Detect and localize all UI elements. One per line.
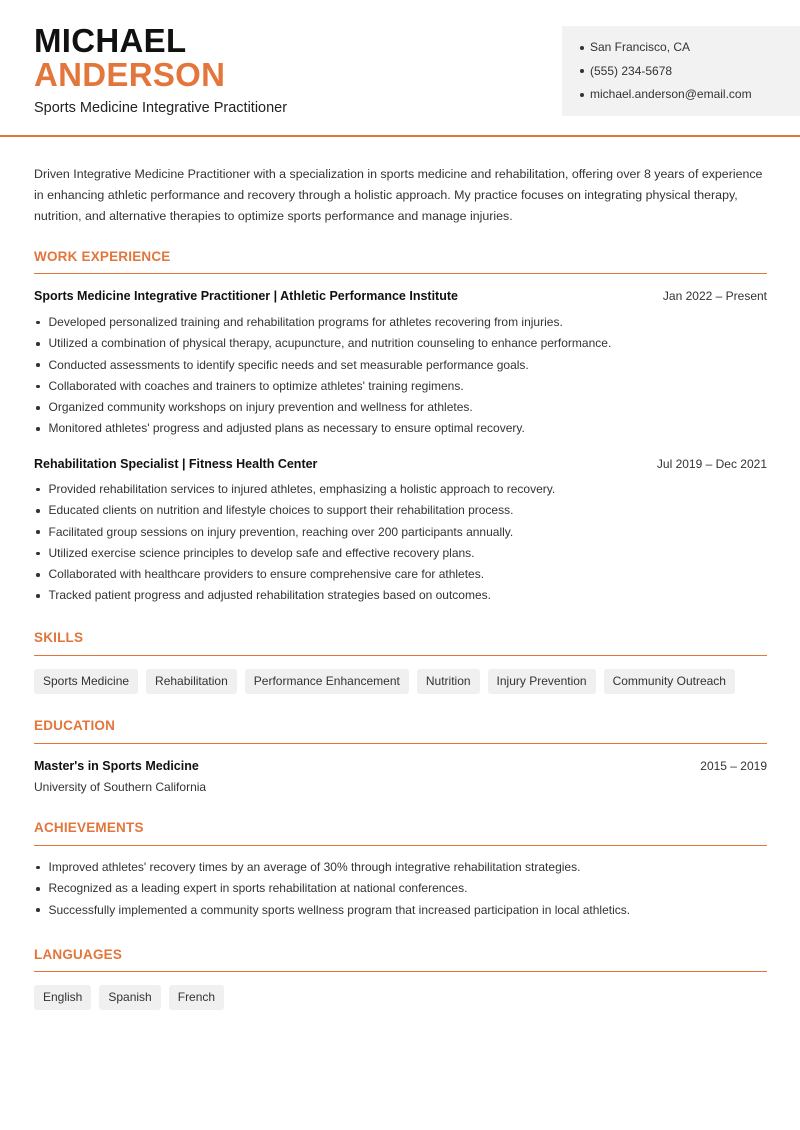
first-name: MICHAEL	[34, 22, 187, 59]
list-item	[34, 857, 774, 878]
bullet-icon	[580, 93, 584, 97]
list-item	[34, 376, 774, 397]
bullet-icon	[36, 530, 40, 534]
bullet-icon	[36, 363, 40, 367]
list-item	[34, 397, 774, 418]
bullet-text: Utilized a combination of physical therapy, acupuncture, and nutrition counseling to enhance performance.	[48, 336, 612, 351]
bullet-text: Facilitated group sessions on injury prevention, reaching over 200 participants annually.	[48, 524, 514, 539]
achievements-heading: ACHIEVEMENTS	[34, 820, 144, 835]
list-item	[34, 312, 774, 333]
bullet-icon	[36, 908, 40, 912]
school: University of Southern California	[34, 780, 207, 794]
list-item	[34, 878, 774, 899]
skill-chip: Sports Medicine	[34, 669, 138, 694]
degree: Master's in Sports Medicine	[34, 759, 199, 773]
job-dates: Jul 2019 – Dec 2021	[656, 457, 767, 471]
bullet-icon	[36, 887, 40, 891]
bullet-icon	[36, 385, 40, 389]
bullet-icon	[36, 488, 40, 492]
contact-location	[580, 36, 800, 60]
skill-chip: Rehabilitation	[146, 669, 237, 694]
list-item	[34, 564, 774, 585]
job-role: Sports Medicine Integrative Practitioner | Athletic Performance Institute	[34, 289, 458, 303]
last-name: ANDERSON	[34, 56, 226, 93]
bullet-icon	[580, 69, 584, 73]
list-item	[34, 500, 774, 521]
list-item	[34, 522, 774, 543]
education-heading: EDUCATION	[34, 718, 116, 733]
bullet-icon	[36, 427, 40, 431]
bullet-icon	[36, 573, 40, 577]
section-divider	[34, 273, 767, 274]
bullet-text: Utilized exercise science principles to develop safe and effective recovery plans.	[48, 545, 475, 560]
language-chip: French	[169, 985, 224, 1010]
job-role: Rehabilitation Specialist | Fitness Health Center	[34, 457, 318, 471]
bullet-text: Successfully implemented a community sports wellness program that increased participation in local athletics.	[48, 902, 631, 917]
language-chip: English	[34, 985, 91, 1010]
bullet-text: Collaborated with coaches and trainers to optimize athletes' training regimens.	[48, 378, 464, 393]
work-experience-heading: WORK EXPERIENCE	[34, 249, 171, 264]
skills-list	[34, 669, 735, 694]
contact-box	[562, 26, 800, 116]
bullet-text: Provided rehabilitation services to injured athletes, emphasizing a holistic approach to recovery.	[48, 482, 556, 496]
email-text[interactable]: michael.anderson@email.com	[590, 87, 752, 101]
section-divider	[34, 743, 767, 744]
job-dates: Jan 2022 – Present	[662, 289, 767, 303]
job-bullets	[34, 479, 774, 607]
bullet-icon	[36, 866, 40, 870]
list-item	[34, 418, 774, 439]
bullet-icon	[36, 321, 40, 325]
education-dates: 2015 – 2019	[700, 759, 767, 773]
languages-list	[34, 985, 224, 1010]
bullet-text: Improved athletes' recovery times by an average of 30% through integrative rehabilitation strategies.	[48, 860, 581, 874]
skill-chip: Injury Prevention	[488, 669, 596, 694]
contact-email[interactable]	[580, 83, 800, 107]
achievements-list	[34, 857, 774, 921]
bullet-icon	[36, 552, 40, 556]
list-item	[34, 479, 774, 500]
bullet-icon	[580, 46, 584, 50]
profile-summary: Driven Integrative Medicine Practitioner with a specialization in sports medicine and rehabilitation, offering over 8 years of experience in enhancing athletic performance and recovery through a holistic approach. My practice focuses on integrating physical therapy, nutrition, and alternative therapies to optimize sports performance and manage injuries.	[34, 167, 763, 223]
bullet-text: Collaborated with healthcare providers to ensure comprehensive care for athletes.	[48, 567, 485, 582]
skills-heading: SKILLS	[34, 630, 84, 645]
list-item	[34, 543, 774, 564]
bullet-text: Developed personalized training and rehabilitation programs for athletes recovering from injuries.	[48, 315, 563, 329]
resume-header	[0, 0, 800, 137]
languages-heading: LANGUAGES	[34, 947, 123, 962]
skill-chip: Nutrition	[417, 669, 480, 694]
job-bullets	[34, 312, 774, 440]
bullet-text: Monitored athletes' progress and adjusted plans as necessary to ensure optimal recovery.	[48, 421, 525, 436]
list-item	[34, 900, 774, 921]
section-divider	[34, 845, 767, 846]
list-item	[34, 585, 774, 606]
list-item	[34, 355, 774, 376]
section-divider	[34, 971, 767, 972]
bullet-icon	[36, 594, 40, 598]
contact-phone	[580, 60, 800, 84]
job-header	[34, 457, 767, 471]
location-text: San Francisco, CA	[590, 40, 691, 54]
job-title: Sports Medicine Integrative Practitioner	[34, 100, 288, 116]
bullet-icon	[36, 509, 40, 513]
bullet-icon	[36, 342, 40, 346]
bullet-icon	[36, 406, 40, 410]
education-entry	[34, 759, 767, 773]
skill-chip: Community Outreach	[604, 669, 735, 694]
bullet-text: Conducted assessments to identify specific needs and set measurable performance goals.	[48, 357, 529, 372]
list-item	[34, 333, 774, 354]
skill-chip: Performance Enhancement	[245, 669, 409, 694]
bullet-text: Organized community workshops on injury prevention and wellness for athletes.	[48, 400, 473, 415]
job-header	[34, 289, 767, 303]
bullet-text: Recognized as a leading expert in sports rehabilitation at national conferences.	[48, 881, 468, 896]
section-divider	[34, 655, 767, 656]
language-chip: Spanish	[99, 985, 160, 1010]
bullet-text: Tracked patient progress and adjusted rehabilitation strategies based on outcomes.	[48, 588, 491, 603]
bullet-text: Educated clients on nutrition and lifestyle choices to support their rehabilitation process.	[48, 503, 514, 518]
phone-text: (555) 234-5678	[590, 63, 673, 78]
